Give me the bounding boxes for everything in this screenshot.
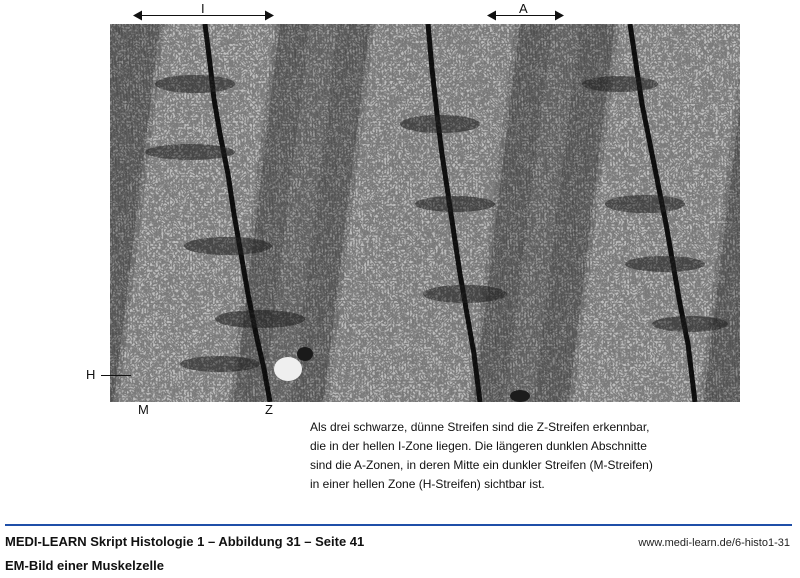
caption-line: die in der hellen I-Zone liegen. Die längeren dunklen Abschnitte: [310, 439, 647, 453]
h-zone-label: H: [86, 367, 96, 382]
footer-url: www.medi-learn.de/6-histo1-31: [638, 537, 790, 549]
i-band-label: I: [201, 1, 205, 16]
footer-subtitle: EM-Bild einer Muskelzelle: [5, 558, 164, 573]
m-line-label: M: [138, 402, 149, 417]
footer-title: MEDI-LEARN Skript Histologie 1 – Abbildung 31 – Seite 41: [5, 534, 365, 549]
caption-line: in einer hellen Zone (H-Streifen) sichtbar ist.: [310, 477, 545, 491]
h-zone-pointer: [101, 375, 131, 376]
z-line-label: Z: [265, 402, 273, 417]
caption-line: sind die A-Zonen, in deren Mitte ein dunkler Streifen (M-Streifen): [310, 458, 653, 472]
em-muscle-image: [110, 24, 740, 402]
footer-divider: [5, 524, 792, 526]
a-band-label: A: [519, 1, 528, 16]
figure-caption: [310, 418, 700, 494]
caption-line: Als drei schwarze, dünne Streifen sind die Z-Streifen erkennbar,: [310, 420, 650, 434]
